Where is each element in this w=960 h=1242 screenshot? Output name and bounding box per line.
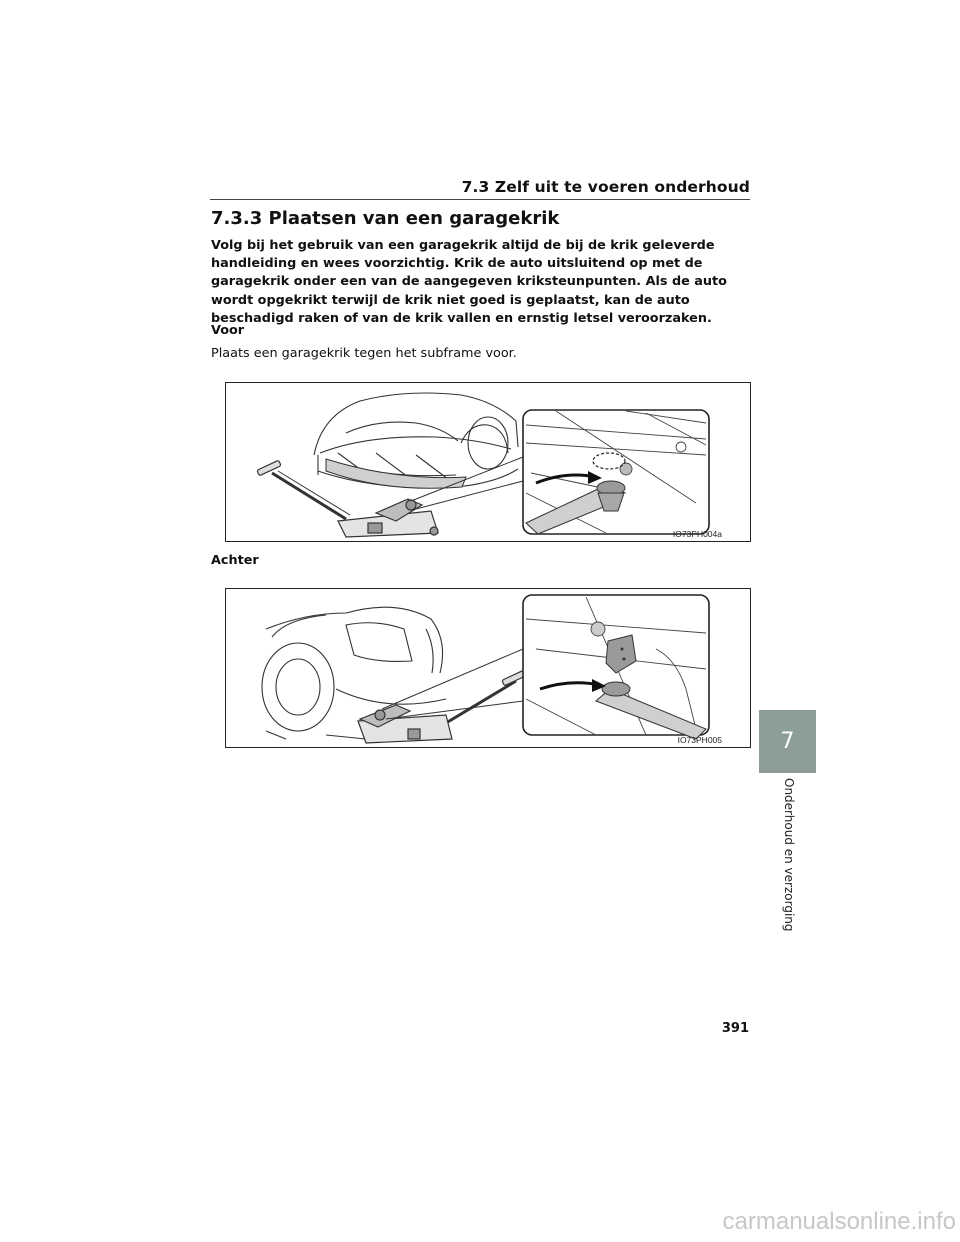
chapter-tab-label: Onderhoud en verzorging <box>782 778 796 932</box>
chapter-header: 7.3 Zelf uit te voeren onderhoud <box>461 178 750 196</box>
intro-warning-text: Volg bij het gebruik van een garagekrik altijd de bij de krik geleverde handleiding en wees voorzichtig. Krik de auto uitsluitend op met de garagekrik onder een van de aangegeven kriksteunpunten. Als de auto wordt opgekrikt terwijl de krik niet goed is geplaatst, kan de auto beschadigd raken of van de krik vallen en ernstig letsel veroorzaken. <box>211 238 727 326</box>
front-figure-code: IO73PH004a <box>672 529 722 539</box>
rear-jack-illustration <box>226 589 750 747</box>
rear-heading: Achter <box>211 553 259 568</box>
header-rule <box>210 199 750 200</box>
rear-figure-code: IO73PH005 <box>677 735 722 745</box>
front-heading: Voor <box>211 323 245 338</box>
front-jack-figure <box>225 382 751 542</box>
front-instruction: Plaats een garagekrik tegen het subframe voor. <box>211 346 517 361</box>
front-jack-illustration <box>226 383 750 541</box>
page-number: 391 <box>721 1021 749 1036</box>
chapter-tab: 7 <box>759 710 816 773</box>
watermark: carmanualsonline.info <box>722 1208 956 1235</box>
section-title: 7.3.3 Plaatsen van een garagekrik <box>211 208 560 229</box>
rear-jack-figure <box>225 588 751 748</box>
